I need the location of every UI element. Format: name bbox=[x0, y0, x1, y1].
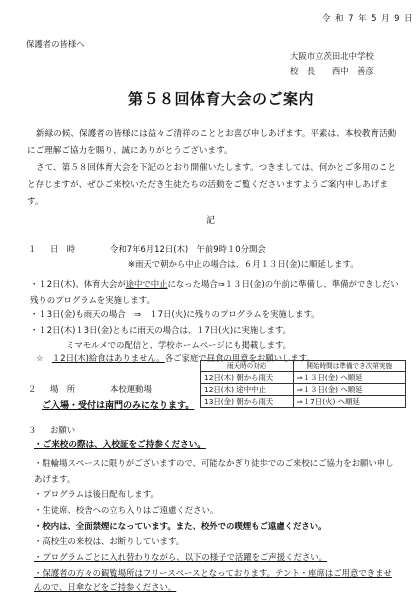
bullet-rain-13: ・１3日(金)も雨天の場合 ⇒ １7日(火)に残りのプログラムを実施します。 bbox=[30, 309, 320, 319]
letter-date: 令 和 7 年 5 月 9 日 bbox=[322, 13, 414, 23]
request-high-school: ・高校生の来校は、お断りしています。 bbox=[34, 536, 185, 546]
request-program: ・プログラムは後日配布します。 bbox=[34, 489, 159, 499]
table-cell: ⇒１３日(金) へ順延 bbox=[293, 384, 405, 396]
principal-name: 校 長 西中 善彦 bbox=[290, 66, 374, 76]
table-cell: 13日(金) 朝から雨天 bbox=[201, 396, 294, 408]
table-row bbox=[201, 384, 406, 396]
rain-note: ※雨天で朝から中止の場合は、６月１３日(金)に順延します。 bbox=[128, 259, 359, 269]
request-cheering: ・プログラムごとに入れ替わりながら、以下の様子で活躍をご声援ください。 bbox=[34, 552, 328, 562]
lunch-notice-rest: 各ご家庭で昼食の用意をお願いします。 bbox=[164, 353, 315, 363]
request-viewing-area: ・保護者の方々の観覧場所はフリースペースとなっております。テント・座席はご用意できませんので、日傘などをご持参ください。 bbox=[34, 568, 392, 592]
table-row bbox=[201, 396, 406, 408]
request-no-smoking: ・校内は、全面禁煙になっています。また、校外での喫煙もご遠慮ください。 bbox=[34, 521, 327, 531]
section-3-label: お願い bbox=[50, 425, 76, 435]
rain-schedule-table bbox=[200, 360, 406, 408]
broadcast-note: ミマモルメでの配信と、学校ホームページにも掲載します。 bbox=[66, 340, 292, 350]
school-name: 大阪市立茨田北中学校 bbox=[290, 51, 374, 61]
section-2-number: ２ bbox=[28, 384, 37, 394]
request-entry-pass: ・ご来校の際は、入校証をご持参ください。 bbox=[34, 440, 206, 450]
table-cell: 12日(木) 朝から雨天 bbox=[201, 372, 294, 384]
addressee: 保護者の皆様へ bbox=[26, 39, 85, 49]
section-3-number: ３ bbox=[28, 425, 37, 435]
intro-paragraph-2: さて、第５８回体育大会を下記のとおり開催いたします。つきましては、何かとご多用のことと存じますが、ぜひご来校いただき生徒たちの活動をご覧くださいますようご案内申しあげます。 bbox=[27, 163, 397, 207]
section-1-number: １ bbox=[28, 244, 37, 254]
bullet-interrupted-underline: 途中で中止 bbox=[125, 279, 168, 289]
lunch-notice-underline: １2日(木)給食はありません。 bbox=[51, 353, 165, 363]
bullet-interrupted-pre: ・１2日(木)、体育大会が bbox=[30, 279, 126, 289]
ki-heading: 記 bbox=[206, 216, 216, 226]
section-1-label: 日 時 bbox=[50, 244, 76, 254]
table-header-cell: 開始時間は準備でき次第実施 bbox=[293, 361, 405, 372]
section-2-label: 場 所 bbox=[50, 384, 76, 394]
table-row bbox=[201, 372, 406, 384]
table-header-cell: 雨天時の対応 bbox=[201, 361, 294, 372]
bullet-interrupted-post: になった場合⇒１３日(金)の午前に準備し、準備ができしだい残りのプログラムを実施します。 bbox=[30, 279, 399, 305]
bullet-rain-both: ・１2日(木)１3日(金)ともに雨天の場合は、１7日(火)に実施します。 bbox=[30, 325, 292, 335]
request-bicycle: ・駐輪場スペースに限りがございますので、可能なかぎり徒歩でのご来校にご協力をお願い申しあげます。 bbox=[34, 458, 394, 484]
page-title: 第５８回体育大会のご案内 bbox=[128, 90, 315, 108]
star-icon: ☆ bbox=[36, 353, 44, 363]
entrance-notice: ご入場・受付は南門のみになります。 bbox=[42, 401, 195, 411]
venue: 本校運動場 bbox=[110, 384, 152, 394]
table-cell: ⇒１３日(金) へ順延 bbox=[293, 372, 405, 384]
intro-paragraph-1: 新緑の候、保護者の皆様には益々ご清祥のこととお喜び申しあげます。平素は、本校教育活動にご理解ご協力を賜り、誠にありがとうございます。 bbox=[27, 129, 397, 156]
bullet-interrupted bbox=[30, 276, 400, 308]
request-no-entry: ・生徒席、校舎への立ち入りはご遠慮ください。 bbox=[34, 505, 219, 515]
table-cell: 12日(木) 途中中止 bbox=[201, 384, 294, 396]
table-header-row bbox=[201, 361, 406, 372]
event-datetime: 令和7年6月12日(木) 午前9時１0分開会 bbox=[110, 244, 266, 254]
table-cell: ⇒１7日(火) へ順延 bbox=[293, 396, 405, 408]
